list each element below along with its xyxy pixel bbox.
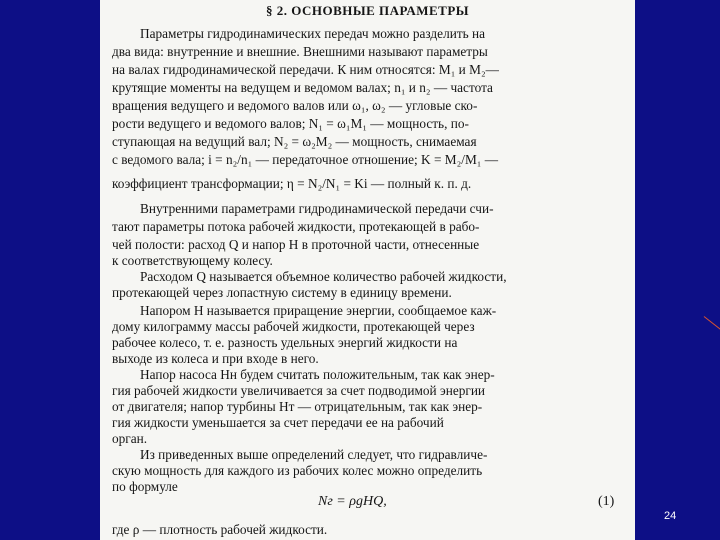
text-line: вращения ведущего и ведомого валов или ω₁, ω₂ — угловые ско- (112, 98, 478, 113)
equation-number: (1) (598, 494, 615, 509)
text-line: где ρ — плотность рабочей жидкости. (112, 522, 328, 537)
text-line: ступающая на ведущий вал; N₂ = ω₂M₂ — мощность, снимаемая (112, 134, 477, 149)
text-line: коэффициент трансформации; η = N₂/N₁ = Ki — полный к. п. д. (112, 176, 472, 191)
text-line: Напор насоса Hн будем считать положительным, так как энер- (140, 367, 495, 382)
text-line: Внутренними параметрами гидродинамической передачи счи- (140, 201, 494, 216)
text-line: крутящие моменты на ведущем и ведомом валах; n₁ и n₂ — частота (112, 80, 493, 95)
text-line: Параметры гидродинамических передач можно разделить на (140, 26, 486, 41)
text-line: орган. (112, 431, 148, 446)
document-page (100, 0, 635, 540)
hydraulic-power-formula: Nг = ρgHQ, (318, 494, 387, 509)
text-line: рабочее колесо, т. е. разность удельных энергий жидкости на (112, 335, 458, 350)
text-line: на валах гидродинамической передачи. К ним относятся: M₁ и M₂— (112, 62, 499, 77)
section-heading: § 2. ОСНОВНЫЕ ПАРАМЕТРЫ (265, 3, 470, 18)
text-line: Напором H называется приращение энергии, сообщаемое каж- (140, 303, 497, 318)
text-line: к соответствующему колесу. (112, 253, 273, 268)
text-line: гия рабочей жидкости увеличивается за счет подводимой энергии (112, 383, 486, 398)
text-line: от двигателя; напор турбины Hт — отрицательным, так как энер- (112, 399, 483, 414)
text-line: рости ведущего и ведомого валов; N₁ = ω₁M₁ — мощность, по- (112, 116, 469, 131)
text-line: Из приведенных выше определений следует, что гидравличе- (140, 447, 488, 462)
decorative-line (704, 316, 720, 332)
text-line: чей полости: расход Q и напор H в проточной части, отнесенные (112, 237, 480, 252)
text-line: выходе из колеса и при входе в него. (112, 351, 319, 366)
text-line: гия жидкости уменьшается за счет передачи ее на рабочий (112, 415, 444, 430)
text-line: с ведомого вала; i = n₂/n₁ — передаточное отношение; K = M₂/M₁ — (112, 152, 499, 167)
slide-page-number: 24 (664, 510, 677, 522)
text-line: по формуле (112, 479, 178, 494)
text-line: дому килограмму массы рабочей жидкости, протекающей через (112, 319, 475, 334)
text-line: тают параметры потока рабочей жидкости, протекающей в рабо- (112, 219, 480, 234)
text-line: скую мощность для каждого из рабочих колес можно определить (112, 463, 483, 478)
text-line: протекающей через лопастную систему в единицу времени. (112, 285, 452, 300)
text-line: два вида: внутренние и внешние. Внешними называют параметры (112, 44, 488, 59)
text-line: Расходом Q называется объемное количество рабочей жидкости, (140, 269, 507, 284)
